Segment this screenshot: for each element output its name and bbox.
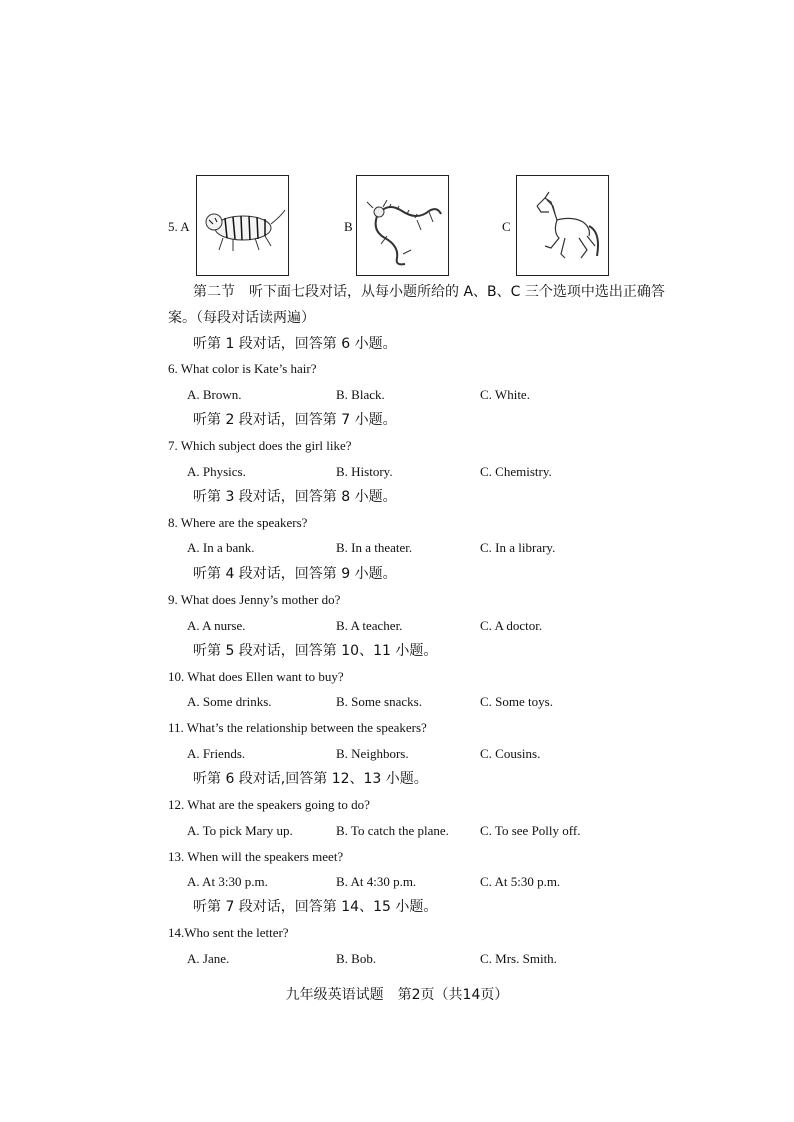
question-12: 12. What are the speakers going to do? [168,797,370,812]
horse-image [516,175,609,276]
q7-option-a: A. Physics. [187,464,246,479]
q6-option-c: C. White. [480,387,530,402]
q6-option-b: B. Black. [336,387,385,402]
dialog5-intro: 听第 5 段对话，回答第 10、11 小题。 [193,643,438,659]
q14-option-a: A. Jane. [187,951,230,966]
q11-option-a: A. Friends. [187,746,246,761]
q11-option-c: C. Cousins. [480,746,541,761]
question-6: 6. What color is Kate’s hair? [168,361,317,376]
q13-option-b: B. At 4:30 p.m. [336,874,417,889]
question-9: 9. What does Jenny’s mother do? [168,592,341,607]
page-footer: 九年级英语试题 第2页（共14页） [285,987,509,1003]
q5-number-label: 5. A [168,219,190,234]
section2-instruction-line2: 案。（每段对话读两遍） [168,310,315,326]
q8-option-a: A. In a bank. [187,540,255,555]
q6-option-a: A. Brown. [187,387,242,402]
question-7: 7. Which subject does the girl like? [168,438,352,453]
q5-option-b-label: B [344,219,353,234]
q12-option-b: B. To catch the plane. [336,823,449,838]
q10-option-c: C. Some toys. [480,694,553,709]
q5-option-c-label: C [502,219,511,234]
section2-instruction-line1: 第二节 听下面七段对话，从每小题所给的 A、B、C 三个选项中选出正确答 [193,284,665,300]
q12-option-c: C. To see Polly off. [480,823,581,838]
q8-option-b: B. In a theater. [336,540,413,555]
q11-option-b: B. Neighbors. [336,746,409,761]
q8-option-c: C. In a library. [480,540,556,555]
dragon-image [356,175,449,276]
dialog4-intro: 听第 4 段对话，回答第 9 小题。 [193,566,397,582]
q12-option-a: A. To pick Mary up. [187,823,293,838]
tiger-picture [197,176,288,275]
q10-option-a: A. Some drinks. [187,694,272,709]
dragon-picture [357,176,448,275]
q9-option-b: B. A teacher. [336,618,403,633]
q13-option-a: A. At 3:30 p.m. [187,874,268,889]
q10-option-b: B. Some snacks. [336,694,422,709]
q7-option-c: C. Chemistry. [480,464,552,479]
question-13: 13. When will the speakers meet? [168,849,344,864]
q9-option-c: C. A doctor. [480,618,543,633]
q7-option-b: B. History. [336,464,393,479]
tiger-image [196,175,289,276]
question-14: 14.Who sent the letter? [168,925,289,940]
question-10: 10. What does Ellen want to buy? [168,669,344,684]
q13-option-c: C. At 5:30 p.m. [480,874,561,889]
dialog1-intro: 听第 1 段对话，回答第 6 小题。 [193,336,397,352]
q9-option-a: A. A nurse. [187,618,246,633]
q14-option-c: C. Mrs. Smith. [480,951,557,966]
dialog6-intro: 听第 6 段对话,回答第 12、13 小题。 [193,771,428,787]
q14-option-b: B. Bob. [336,951,377,966]
dialog2-intro: 听第 2 段对话，回答第 7 小题。 [193,412,397,428]
question-11: 11. What’s the relationship between the speakers? [168,720,427,735]
horse-picture [517,176,608,275]
dialog7-intro: 听第 7 段对话，回答第 14、15 小题。 [193,899,438,915]
dialog3-intro: 听第 3 段对话，回答第 8 小题。 [193,489,397,505]
question-8: 8. Where are the speakers? [168,515,308,530]
